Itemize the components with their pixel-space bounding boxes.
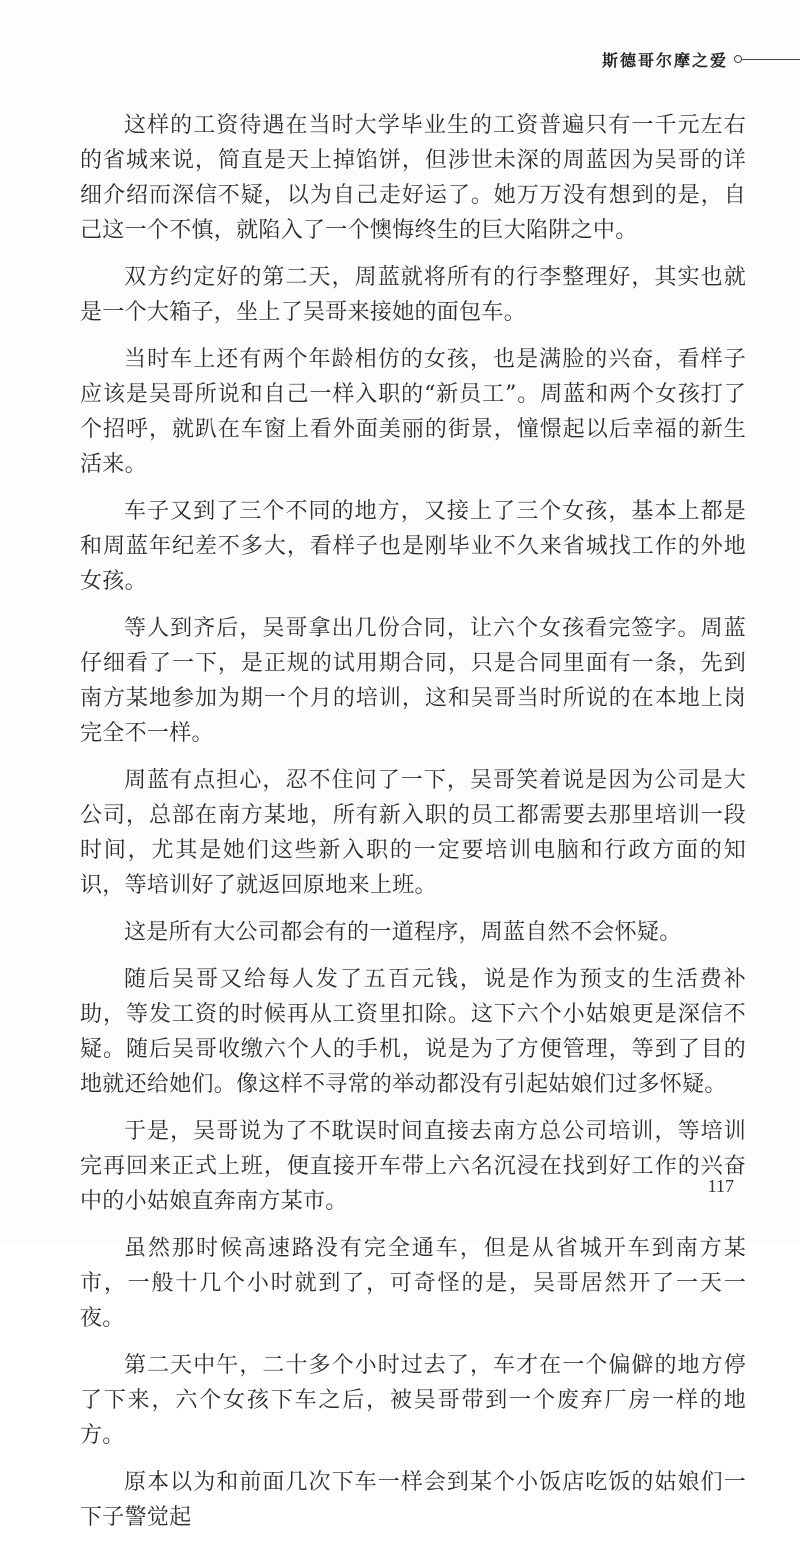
ornament-circle [734, 55, 742, 63]
paragraph-5: 等人到齐后，吴哥拿出几份合同，让六个女孩看完签字。周蓝仔细看了一下，是正规的试用期合同，只是合同里面有一条，先到南方某地参加为期一个月的培训，这和吴哥当时所说的在本地上岗完全不一样。 [80, 616, 746, 746]
paragraph-8: 随后吴哥又给每人发了五百元钱，说是作为预支的生活费补助，等发工资的时候再从工资里扣除。这下六个小姑娘更是深信不疑。随后吴哥收缴六个人的手机，说是为了方便管理，等到了目的地就还给她们。像这样不寻常的举动都没有引起姑娘们过多怀疑。 [80, 967, 746, 1097]
paragraph-12: 原本以为和前面几次下车一样会到某个小饭店吃饭的姑娘们一下子警觉起 [80, 1470, 746, 1530]
paragraph-11: 第二天中午，二十多个小时过去了，车才在一个偏僻的地方停了下来，六个女孩下车之后，被吴哥带到一个废弃厂房一样的地方。 [80, 1353, 746, 1448]
paragraph-3: 当时车上还有两个年龄相仿的女孩，也是满脸的兴奋，看样子应该是吴哥所说和自己一样入职的“新员工”。周蓝和两个女孩打了个招呼，就趴在车窗上看外面美丽的街景，憧憬起以后幸福的新生活来。 [80, 347, 746, 477]
paragraph-6: 周蓝有点担心，忍不住问了一下，吴哥笑着说是因为公司是大公司，总部在南方某地，所有新入职的员工都需要去那里培训一段时间，尤其是她们这些新入职的一定要培训电脑和行政方面的知识，等培训好了就返回原地来上班。 [80, 768, 746, 898]
paragraph-4: 车子又到了三个不同的地方，又接上了三个女孩，基本上都是和周蓝年纪差不多大，看样子也是刚毕业不久来省城找工作的外地女孩。 [80, 499, 746, 594]
paragraph-7: 这是所有大公司都会有的一道程序，周蓝自然不会怀疑。 [124, 920, 682, 945]
paragraph-2: 双方约定好的第二天，周蓝就将所有的行李整理好，其实也就是一个大箱子，坐上了吴哥来接她的面包车。 [80, 265, 746, 325]
paragraph-9: 于是，吴哥说为了不耽误时间直接去南方总公司培训，等培训完再回来正式上班，便直接开车带上六名沉浸在找到好工作的兴奋中的小姑娘直奔南方某市。 [80, 1119, 746, 1214]
paragraph-10: 虽然那时候高速路没有完全通车，但是从省城开车到南方某市，一般十几个小时就到了，可奇怪的是，吴哥居然开了一天一夜。 [80, 1236, 746, 1331]
running-header [602, 44, 800, 74]
paragraph-1: 这样的工资待遇在当时大学毕业生的工资普遍只有一千元左右的省城来说，简直是天上掉馅饼，但涉世未深的周蓝因为吴哥的详细介绍而深信不疑，以为自己走好运了。她万万没有想到的是，自己这一个不慎，就陷入了一个懊悔终生的巨大陷阱之中。 [80, 113, 746, 243]
running-title: 斯德哥尔摩之爱 [601, 50, 728, 70]
header-ornament-icon [734, 55, 800, 63]
body-text [80, 108, 746, 1547]
page-number: 117 [707, 1176, 734, 1196]
ornament-rule [742, 59, 800, 60]
